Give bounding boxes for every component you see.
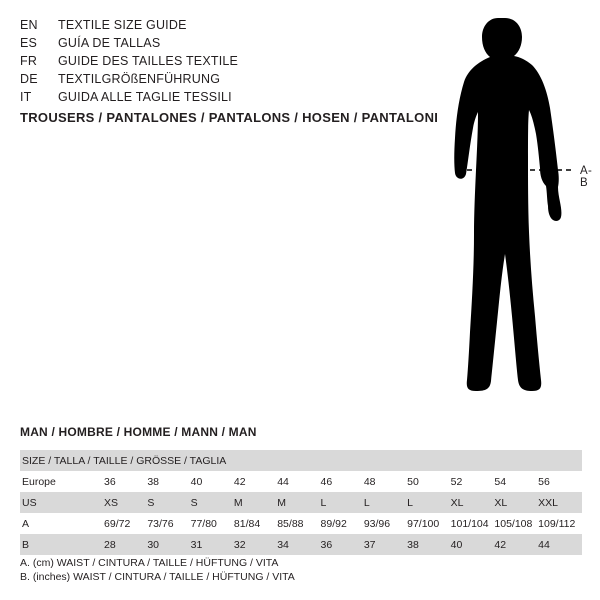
cell: 89/92 <box>320 517 347 530</box>
measure-label-ab: A-B <box>580 165 593 189</box>
language-row <box>20 70 380 88</box>
cell: 56 <box>538 475 550 488</box>
language-code: ES <box>20 36 38 50</box>
cell: 42 <box>494 534 538 555</box>
table-row <box>20 534 582 555</box>
language-code: EN <box>20 18 38 32</box>
cell: 44 <box>277 475 289 488</box>
language-row <box>20 34 380 52</box>
cell: 32 <box>234 534 277 555</box>
cell: 28 <box>104 534 147 555</box>
language-title: TEXTILGRÖßENFÜHRUNG <box>58 72 221 86</box>
cell: L <box>364 492 407 513</box>
cell: 48 <box>363 475 376 488</box>
cell: XL <box>451 492 495 513</box>
cell: 101/104 <box>450 517 489 530</box>
cell: M <box>234 492 277 513</box>
cell: 97/100 <box>407 517 440 530</box>
cell: 30 <box>147 534 190 555</box>
row-label: SIZE / TALLA / TAILLE / GRÖSSE / TAGLIA <box>20 450 582 471</box>
table-row <box>20 471 582 492</box>
row-label: B <box>20 534 104 555</box>
table-row <box>20 513 582 534</box>
language-title: GUIDA ALLE TAGLIE TESSILI <box>58 90 232 104</box>
language-code: DE <box>20 72 38 86</box>
cell: 42 <box>233 475 246 488</box>
cell: XXL <box>538 492 582 513</box>
cell: 73/76 <box>147 517 174 530</box>
language-row <box>20 52 380 70</box>
garment-type-title: TROUSERS / PANTALONES / PANTALONS / HOSEN / PANTALONI <box>20 110 439 125</box>
male-silhouette-icon <box>420 10 600 410</box>
cell: 38 <box>407 534 451 555</box>
cell: 36 <box>104 475 116 488</box>
cell: S <box>191 492 234 513</box>
cell: 40 <box>190 475 203 488</box>
body-figure <box>420 10 600 410</box>
cell: 52 <box>450 475 463 488</box>
table-row <box>20 492 582 513</box>
language-row <box>20 16 380 34</box>
language-title-block <box>20 16 380 106</box>
cell: 85/88 <box>277 517 304 530</box>
language-row <box>20 88 380 106</box>
footnote-a: A. (cm) WAIST / CINTURA / TAILLE / HÜFTUNG / VITA <box>20 557 279 569</box>
footnotes <box>20 556 295 584</box>
cell: 77/80 <box>190 517 217 530</box>
cell: 105/108 <box>494 517 533 530</box>
cell: L <box>407 492 451 513</box>
cell: 81/84 <box>233 517 261 530</box>
cell: 54 <box>494 475 507 488</box>
size-table <box>20 450 582 555</box>
table-heading: MAN / HOMBRE / HOMME / MANN / MAN <box>20 425 257 439</box>
cell: L <box>321 492 364 513</box>
cell: M <box>277 492 320 513</box>
cell: XS <box>104 492 147 513</box>
row-label: Europe <box>22 475 56 488</box>
cell: XL <box>494 492 538 513</box>
row-label: A <box>22 517 30 530</box>
cell: S <box>147 492 190 513</box>
cell: 93/96 <box>363 517 391 530</box>
cell: 109/112 <box>538 517 576 530</box>
footnote-b: B. (inches) WAIST / CINTURA / TAILLE / HÜFTUNG / VITA <box>20 571 295 583</box>
language-title: GUÍA DE TALLAS <box>58 36 161 50</box>
cell: 44 <box>538 534 582 555</box>
cell: 46 <box>320 475 333 488</box>
cell: 34 <box>277 534 320 555</box>
row-label: US <box>20 492 104 513</box>
language-title: TEXTILE SIZE GUIDE <box>58 18 187 32</box>
cell: 37 <box>364 534 407 555</box>
cell: 50 <box>407 475 419 488</box>
cell: 36 <box>321 534 364 555</box>
cell: 31 <box>191 534 234 555</box>
cell: 38 <box>147 475 160 488</box>
language-code: IT <box>20 90 32 104</box>
table-row <box>20 450 582 471</box>
cell: 69/72 <box>104 517 131 530</box>
cell: 40 <box>451 534 495 555</box>
language-title: GUIDE DES TAILLES TEXTILE <box>58 54 239 68</box>
language-code: FR <box>20 54 38 68</box>
